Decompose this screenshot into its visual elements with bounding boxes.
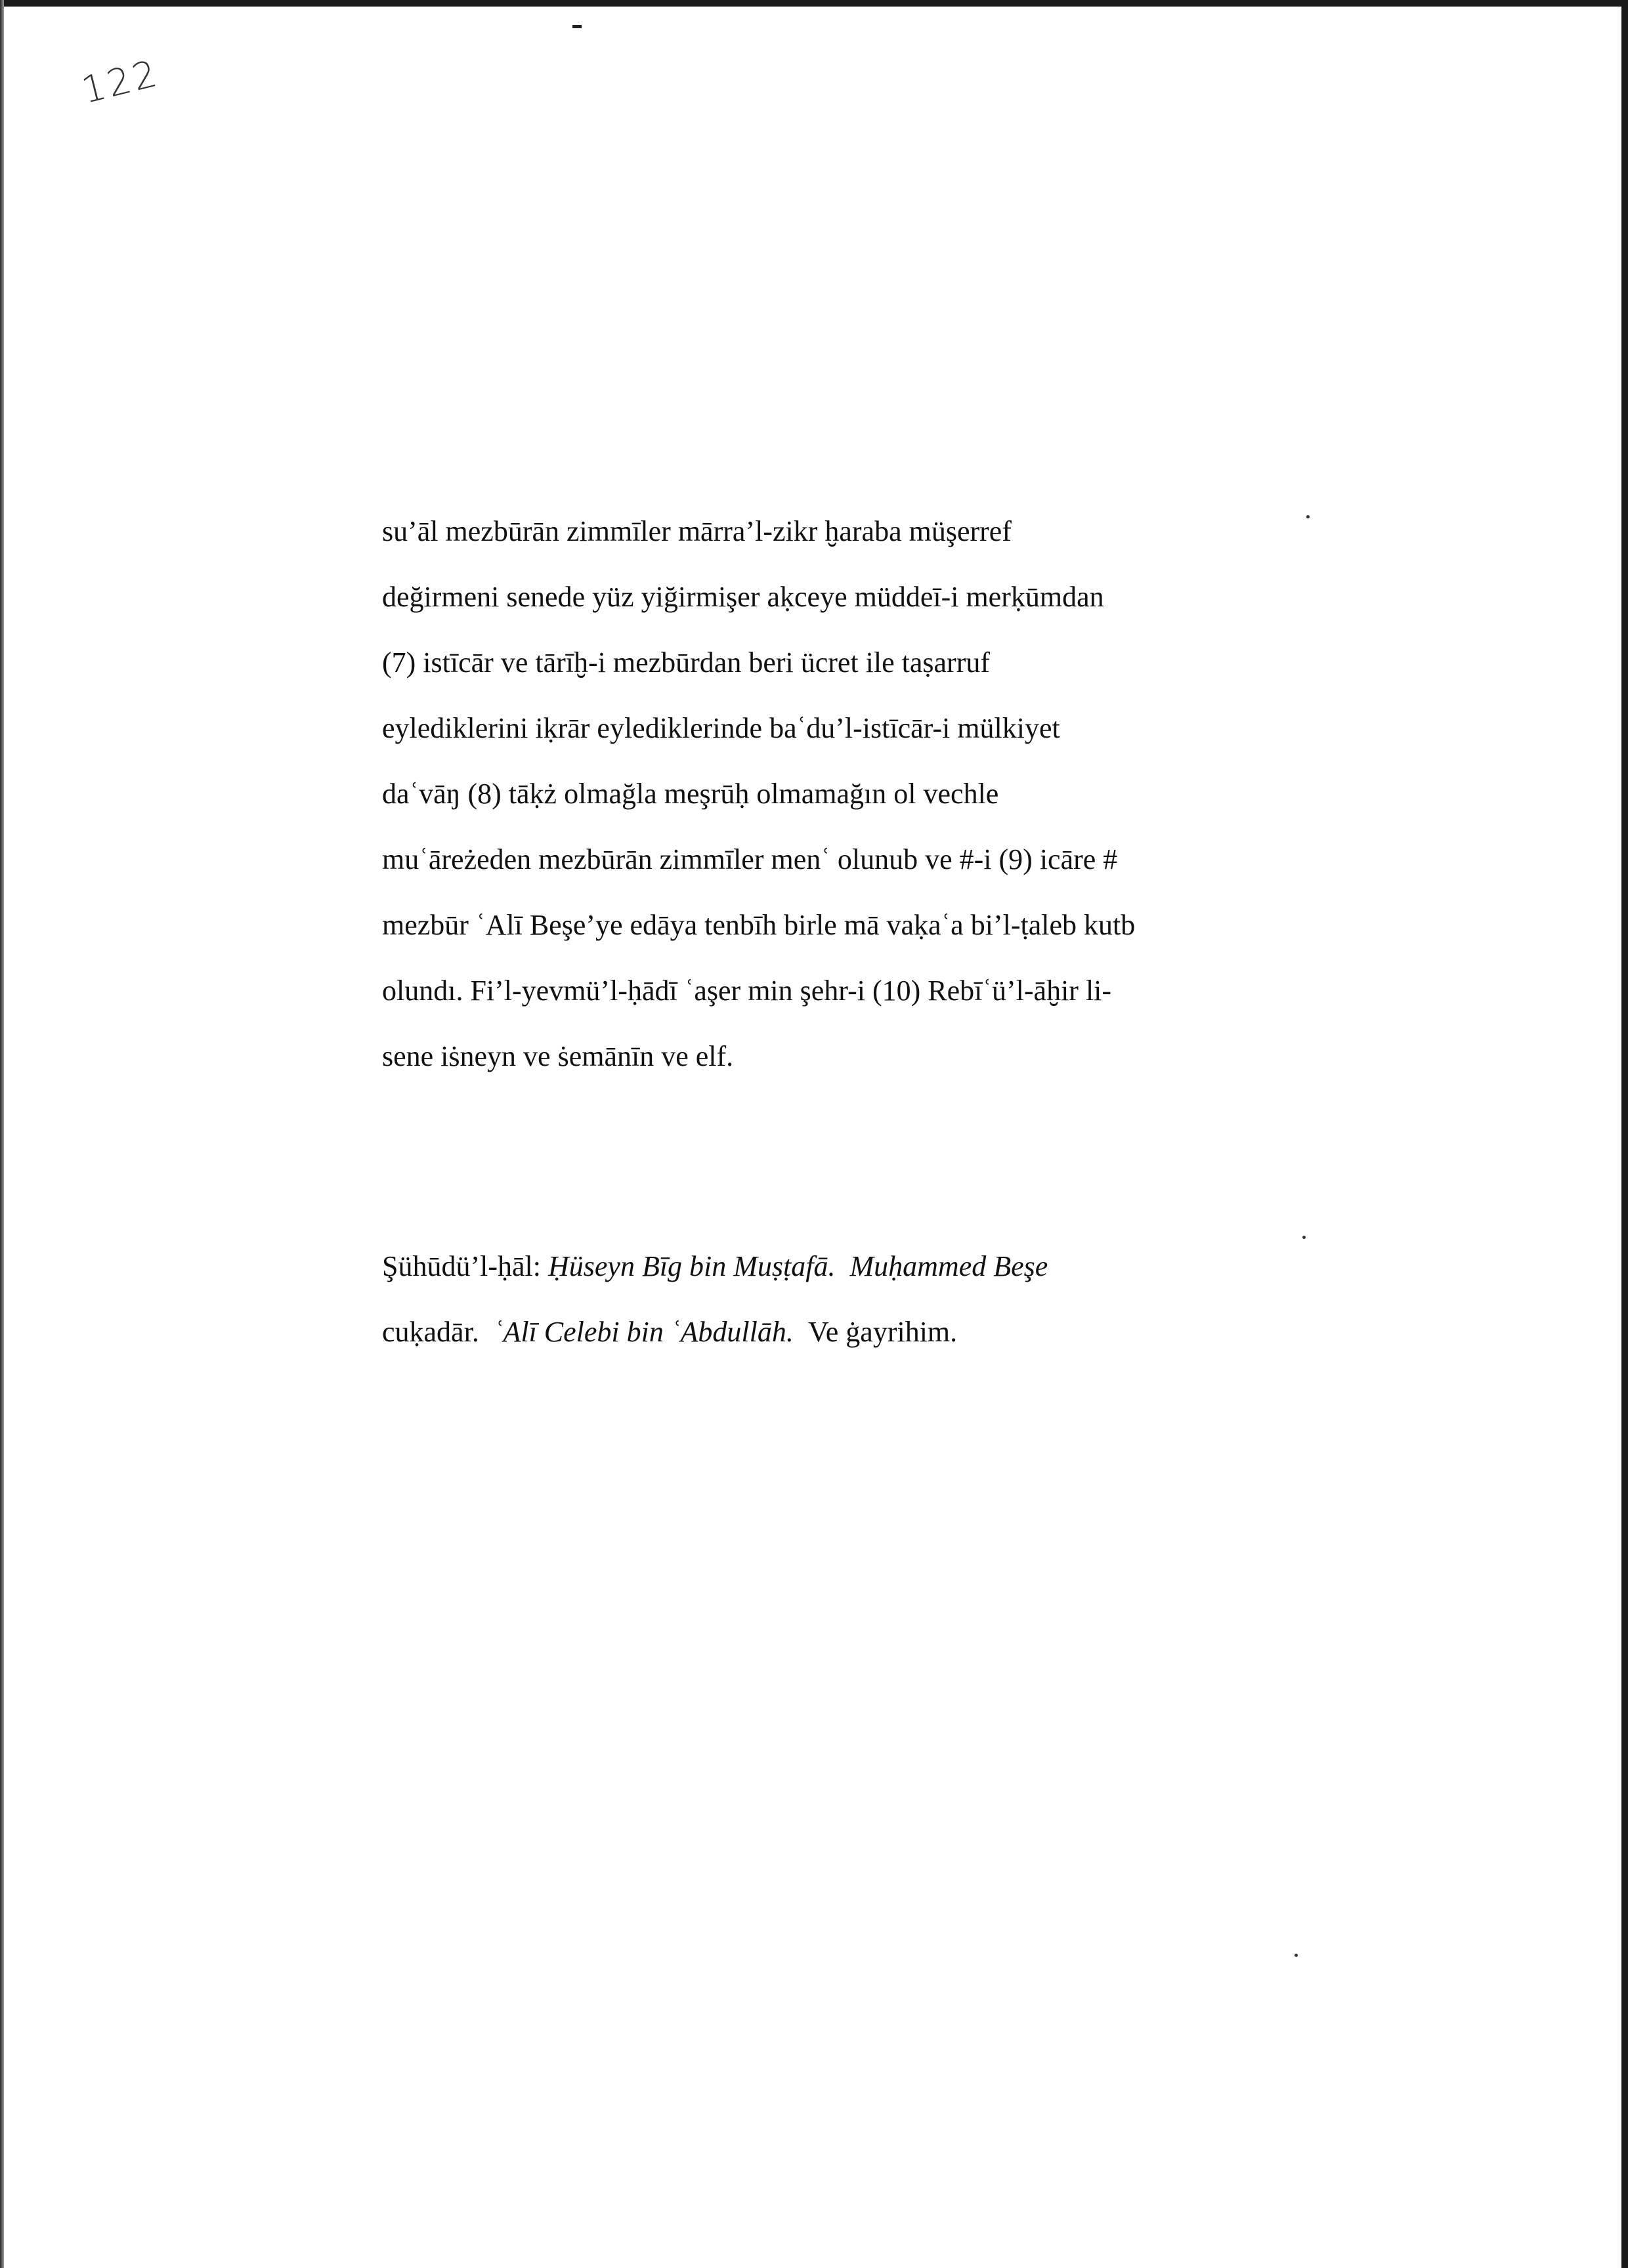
- scan-edge-left: [0, 0, 4, 2268]
- speck: [1302, 1236, 1306, 1239]
- witness-closing: Ve ġayrihim.: [807, 1316, 958, 1348]
- handwritten-page-number: 122: [77, 52, 164, 113]
- scan-edge-top: [0, 0, 1628, 7]
- witness-line-1: [382, 1234, 1301, 1299]
- body-line: eylediklerini iḳrār eylediklerinde baʿdu’l-istīcār-i mülkiyet: [382, 712, 1060, 744]
- witness-name: Ḥüseyn Bīg bin Muṣṭafā.: [547, 1250, 836, 1282]
- body-line: (7) istīcār ve tārīḫ-i mezbūrdan beri ücret ile taṣarruf: [382, 646, 990, 679]
- body-line: mezbūr ʿAlī Beşe’ye edāya tenbīh birle mā vaḳaʿa bi’l-ṭaleb kutb: [382, 909, 1136, 941]
- witness-name: ʿAlī Celebi bin ʿAbdullāh.: [493, 1316, 794, 1348]
- witness-line-2: [382, 1299, 1301, 1365]
- body-line: sene iṡneyn ve ṡemānīn ve elf.: [382, 1040, 734, 1072]
- witness-block: [382, 1234, 1301, 1365]
- scan-edge-right: [1621, 0, 1628, 2268]
- body-line: daʿvāŋ (8) tāḳż olmağla meşrūḥ olmamağın ol vechle: [382, 778, 999, 810]
- body-line: değirmeni senede yüz yiğirmişer aḳceye müddeī-i merḳūmdan: [382, 581, 1104, 613]
- body-line: olundı. Fi’l-yevmü’l-ḥādī ʿaşer min şehr-i (10) Rebīʿü’l-āḫir li-: [382, 975, 1112, 1007]
- scan-mark: [572, 25, 582, 28]
- speck: [1295, 1954, 1298, 1957]
- document-body: [382, 499, 1301, 1089]
- witness-label: Şühūdü’l-ḥāl:: [382, 1250, 541, 1282]
- body-line: su’āl mezbūrān zimmīler mārra’l-zikr ḫaraba müşerref: [382, 515, 1012, 547]
- witness-title: cuḳadār.: [382, 1316, 479, 1348]
- speck: [1306, 515, 1310, 518]
- body-line: muʿāreżeden mezbūrān zimmīler menʿ olunub ve #-i (9) icāre #: [382, 843, 1118, 875]
- witness-name: Muḥammed Beşe: [849, 1250, 1048, 1282]
